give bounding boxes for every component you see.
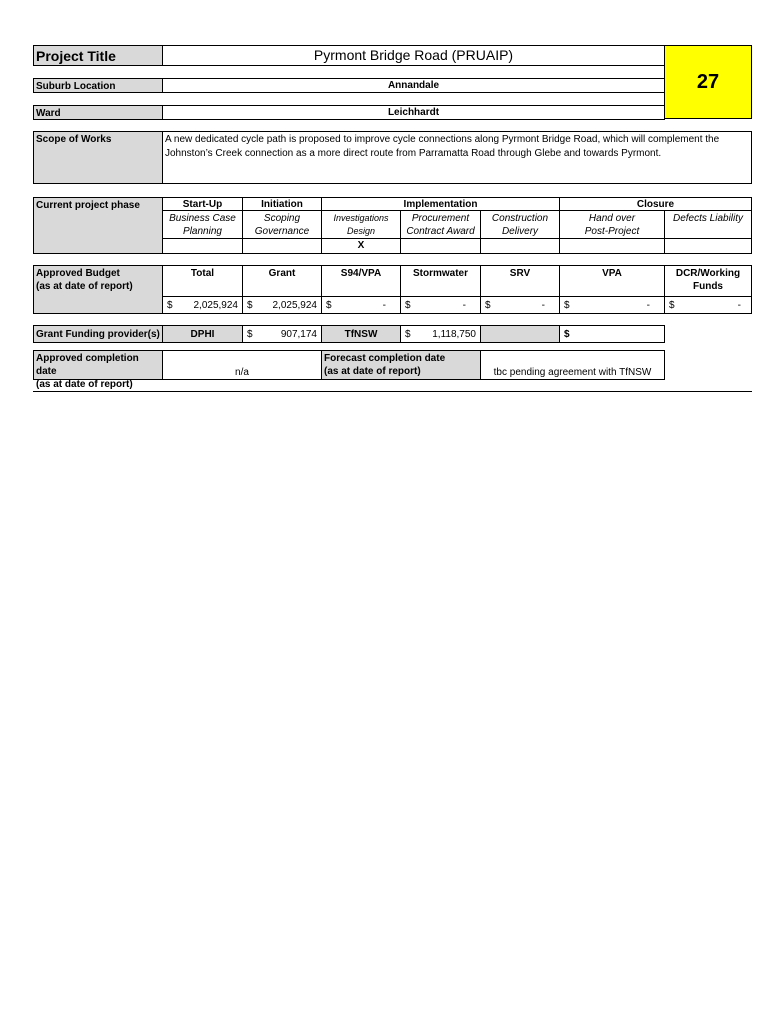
phase-sub-scoping: Scoping Governance xyxy=(242,210,322,239)
suburb-label: Suburb Location xyxy=(33,78,163,93)
suburb-value: Annandale xyxy=(162,78,665,93)
budget-header-s94vpa: S94/VPA xyxy=(321,265,401,297)
phase-mark-business-case xyxy=(162,238,243,254)
budget-header-vpa: VPA xyxy=(559,265,665,297)
grant-amount-1: $ 907,174 xyxy=(242,325,322,343)
phase-group-implementation: Implementation xyxy=(321,197,560,211)
grant-provider-3 xyxy=(480,325,560,343)
forecast-completion-value: tbc pending agreement with TfNSW xyxy=(480,350,665,380)
budget-value-grant: $ 2,025,924 xyxy=(242,296,322,314)
budget-label: Approved Budget (as at date of report) xyxy=(33,265,163,314)
phase-sub-defects: Defects Liability xyxy=(664,210,752,239)
ward-label: Ward xyxy=(33,105,163,120)
grant-provider-2: TfNSW xyxy=(321,325,401,343)
budget-value-stormwater: $ - xyxy=(400,296,481,314)
phase-group-startup: Start-Up xyxy=(162,197,243,211)
grant-provider-1: DPHI xyxy=(162,325,243,343)
phase-mark-investigations: X xyxy=(321,238,401,254)
phase-sub-business-case: Business Case Planning xyxy=(162,210,243,239)
phase-mark-handover xyxy=(559,238,665,254)
budget-header-srv: SRV xyxy=(480,265,560,297)
project-number: 27 xyxy=(664,45,752,119)
budget-value-total: $ 2,025,924 xyxy=(162,296,243,314)
scope-label: Scope of Works xyxy=(33,131,163,184)
phase-mark-scoping xyxy=(242,238,322,254)
phase-sub-investigations: Investigations Design xyxy=(321,210,401,239)
phase-mark-procurement xyxy=(400,238,481,254)
grant-amount-3: $ xyxy=(559,325,665,343)
approved-completion-label: Approved completion date (as at date of report) xyxy=(33,350,163,380)
budget-header-total: Total xyxy=(162,265,243,297)
phase-sub-construction: Construction Delivery xyxy=(480,210,560,239)
budget-value-vpa: $ - xyxy=(559,296,665,314)
ward-value: Leichhardt xyxy=(162,105,665,120)
phase-mark-defects xyxy=(664,238,752,254)
budget-value-srv: $ - xyxy=(480,296,560,314)
project-title-label: Project Title xyxy=(33,45,163,66)
budget-header-dcr: DCR/Working Funds xyxy=(664,265,752,297)
approved-completion-value: n/a xyxy=(162,350,322,380)
phase-label: Current project phase xyxy=(33,197,163,254)
grant-funding-label: Grant Funding provider(s) xyxy=(33,325,163,343)
phase-sub-handover: Hand over Post-Project xyxy=(559,210,665,239)
phase-group-closure: Closure xyxy=(559,197,752,211)
budget-header-grant: Grant xyxy=(242,265,322,297)
budget-value-s94vpa: $ - xyxy=(321,296,401,314)
project-title: Pyrmont Bridge Road (PRUAIP) xyxy=(162,45,665,66)
phase-group-initiation: Initiation xyxy=(242,197,322,211)
grant-amount-2: $ 1,118,750 xyxy=(400,325,481,343)
budget-value-dcr: $ - xyxy=(664,296,752,314)
scope-text: A new dedicated cycle path is proposed to improve cycle connections along Pyrmont Bridge Road, which will complement the Johnston’s Creek connection as a more direct route from Parramatta Road through Glebe and towards Pyrmont. xyxy=(162,131,752,184)
bottom-divider xyxy=(33,391,752,392)
phase-mark-construction xyxy=(480,238,560,254)
forecast-completion-label: Forecast completion date (as at date of report) xyxy=(321,350,481,380)
phase-sub-procurement: Procurement Contract Award xyxy=(400,210,481,239)
budget-header-stormwater: Stormwater xyxy=(400,265,481,297)
